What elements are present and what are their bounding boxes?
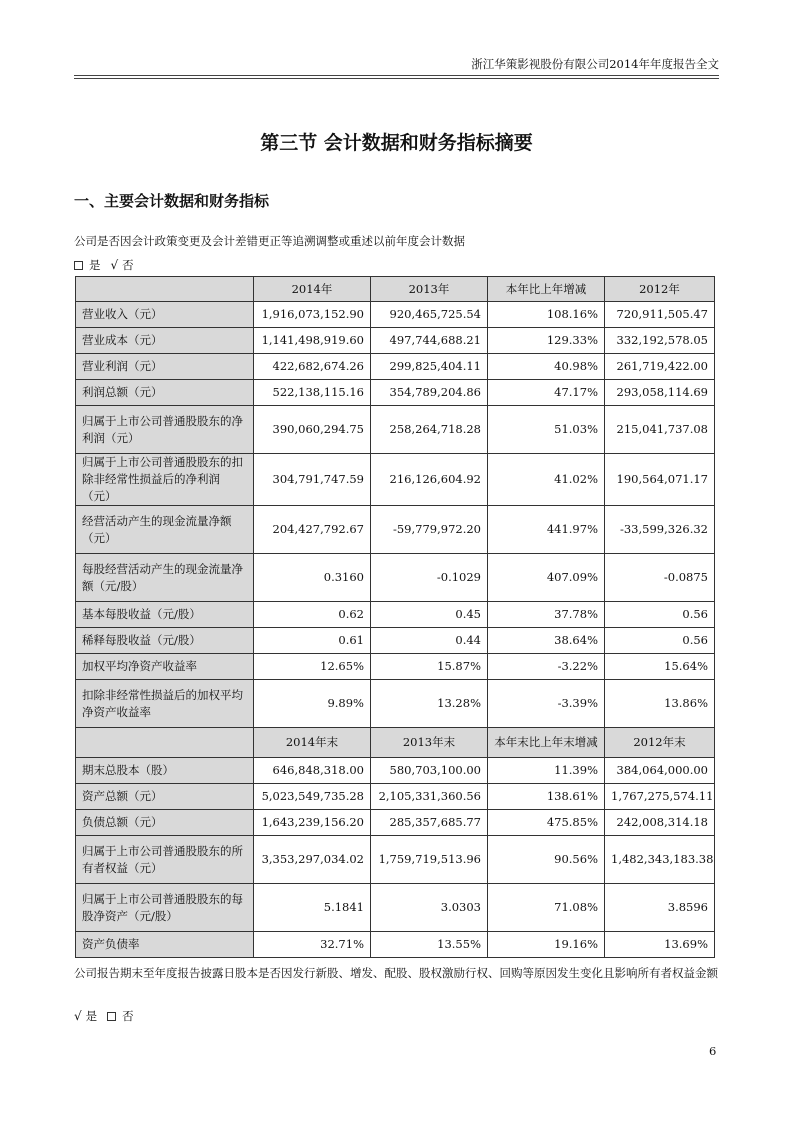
value-cell: 261,719,422.00	[605, 354, 715, 380]
header-cell	[76, 728, 254, 758]
option-no-label: 否	[122, 258, 134, 272]
value-cell: 3,353,297,034.02	[254, 836, 371, 884]
value-cell: 216,126,604.92	[371, 454, 488, 506]
value-cell: 522,138,115.16	[254, 380, 371, 406]
value-cell: 19.16%	[488, 932, 605, 958]
value-cell: 0.56	[605, 602, 715, 628]
value-cell: 920,465,725.54	[371, 302, 488, 328]
value-cell: -3.39%	[488, 680, 605, 728]
value-cell: 1,767,275,574.11	[605, 784, 715, 810]
row-label: 期末总股本（股）	[76, 758, 254, 784]
value-cell: -33,599,326.32	[605, 506, 715, 554]
value-cell: 0.61	[254, 628, 371, 654]
header-cell: 本年比上年增减	[488, 277, 605, 302]
table-row	[76, 602, 715, 628]
value-cell: 299,825,404.11	[371, 354, 488, 380]
row-label: 经营活动产生的现金流量净额（元）	[76, 506, 254, 554]
page-header	[74, 56, 719, 76]
value-cell: 138.61%	[488, 784, 605, 810]
row-label: 营业收入（元）	[76, 302, 254, 328]
value-cell: 15.64%	[605, 654, 715, 680]
row-label: 归属于上市公司普通股股东的扣除非经常性损益后的净利润（元）	[76, 454, 254, 506]
row-label: 负债总额（元）	[76, 810, 254, 836]
row-label: 归属于上市公司普通股股东的所有者权益（元）	[76, 836, 254, 884]
check-mark-icon: √	[74, 1009, 82, 1023]
unchecked-box-icon	[74, 261, 83, 270]
value-cell: 13.86%	[605, 680, 715, 728]
row-label: 归属于上市公司普通股股东的净利润（元）	[76, 406, 254, 454]
value-cell: 285,357,685.77	[371, 810, 488, 836]
value-cell: 9.89%	[254, 680, 371, 728]
table-row	[76, 836, 715, 884]
restatement-question: 公司是否因会计政策变更及会计差错更正等追溯调整或重述以前年度会计数据	[74, 234, 465, 248]
share-capital-change-question: 公司报告期末至年度报告披露日股本是否因发行新股、增发、配股、股权激励行权、回购等原因发生变化且影响所有者权益金额	[74, 966, 718, 980]
value-cell: 332,192,578.05	[605, 328, 715, 354]
value-cell: 646,848,318.00	[254, 758, 371, 784]
table-row	[76, 506, 715, 554]
unchecked-box-icon	[107, 1012, 116, 1021]
row-label: 归属于上市公司普通股股东的每股净资产（元/股）	[76, 884, 254, 932]
value-cell: 293,058,114.69	[605, 380, 715, 406]
row-label: 营业成本（元）	[76, 328, 254, 354]
header-cell: 2013年末	[371, 728, 488, 758]
value-cell: 354,789,204.86	[371, 380, 488, 406]
row-label: 基本每股收益（元/股）	[76, 602, 254, 628]
row-label: 资产总额（元）	[76, 784, 254, 810]
value-cell: 0.44	[371, 628, 488, 654]
table-row	[76, 810, 715, 836]
table-row	[76, 758, 715, 784]
value-cell: 720,911,505.47	[605, 302, 715, 328]
table-header-row	[76, 277, 715, 302]
value-cell: 5,023,549,735.28	[254, 784, 371, 810]
row-label: 加权平均净资产收益率	[76, 654, 254, 680]
row-label: 营业利润（元）	[76, 354, 254, 380]
value-cell: 108.16%	[488, 302, 605, 328]
page-number: 6	[709, 1044, 717, 1058]
value-cell: -3.22%	[488, 654, 605, 680]
value-cell: 0.62	[254, 602, 371, 628]
table-row	[76, 554, 715, 602]
value-cell: 12.65%	[254, 654, 371, 680]
value-cell: 1,916,073,152.90	[254, 302, 371, 328]
value-cell: 37.78%	[488, 602, 605, 628]
value-cell: 1,759,719,513.96	[371, 836, 488, 884]
value-cell: 475.85%	[488, 810, 605, 836]
value-cell: 90.56%	[488, 836, 605, 884]
row-label: 稀释每股收益（元/股）	[76, 628, 254, 654]
header-cell: 本年末比上年末增减	[488, 728, 605, 758]
table-row	[76, 406, 715, 454]
value-cell: -59,779,972.20	[371, 506, 488, 554]
table-row	[76, 784, 715, 810]
row-label: 利润总额（元）	[76, 380, 254, 406]
value-cell: 3.8596	[605, 884, 715, 932]
value-cell: 0.3160	[254, 554, 371, 602]
value-cell: 1,482,343,183.38	[605, 836, 715, 884]
section-title: 第三节 会计数据和财务指标摘要	[260, 132, 533, 154]
value-cell: 40.98%	[488, 354, 605, 380]
value-cell: 13.28%	[371, 680, 488, 728]
value-cell: 2,105,331,360.56	[371, 784, 488, 810]
table-row	[76, 454, 715, 506]
value-cell: 38.64%	[488, 628, 605, 654]
value-cell: 5.1841	[254, 884, 371, 932]
table-row	[76, 680, 715, 728]
value-cell: 190,564,071.17	[605, 454, 715, 506]
value-cell: -0.0875	[605, 554, 715, 602]
table-header-row	[76, 728, 715, 758]
table-row	[76, 654, 715, 680]
row-label: 资产负债率	[76, 932, 254, 958]
row-label: 每股经营活动产生的现金流量净额（元/股）	[76, 554, 254, 602]
row-label: 扣除非经常性损益后的加权平均净资产收益率	[76, 680, 254, 728]
value-cell: 497,744,688.21	[371, 328, 488, 354]
value-cell: 0.45	[371, 602, 488, 628]
table-row	[76, 328, 715, 354]
table-row	[76, 932, 715, 958]
page-header-text: 浙江华策影视股份有限公司2014年年度报告全文	[471, 57, 719, 71]
option-yes-label: 是	[85, 1009, 98, 1023]
value-cell: 258,264,718.28	[371, 406, 488, 454]
value-cell: 71.08%	[488, 884, 605, 932]
table-row	[76, 354, 715, 380]
value-cell: 13.55%	[371, 932, 488, 958]
value-cell: 242,008,314.18	[605, 810, 715, 836]
value-cell: 1,141,498,919.60	[254, 328, 371, 354]
header-cell: 2014年	[254, 277, 371, 302]
value-cell: 13.69%	[605, 932, 715, 958]
option-yes-label: 是	[89, 258, 101, 272]
value-cell: 41.02%	[488, 454, 605, 506]
value-cell: 204,427,792.67	[254, 506, 371, 554]
value-cell: 15.87%	[371, 654, 488, 680]
header-cell: 2014年末	[254, 728, 371, 758]
header-cell	[76, 277, 254, 302]
value-cell: 384,064,000.00	[605, 758, 715, 784]
value-cell: -0.1029	[371, 554, 488, 602]
header-cell: 2012年末	[605, 728, 715, 758]
table-row	[76, 628, 715, 654]
value-cell: 32.71%	[254, 932, 371, 958]
table-row	[76, 884, 715, 932]
value-cell: 11.39%	[488, 758, 605, 784]
table-row	[76, 302, 715, 328]
value-cell: 51.03%	[488, 406, 605, 454]
header-cell: 2013年	[371, 277, 488, 302]
option-no-label: 否	[122, 1009, 134, 1023]
value-cell: 407.09%	[488, 554, 605, 602]
subsection-heading: 一、主要会计数据和财务指标	[74, 192, 270, 210]
value-cell: 580,703,100.00	[371, 758, 488, 784]
share-capital-options	[74, 1008, 134, 1024]
financial-indicators-table	[75, 276, 715, 958]
value-cell: 441.97%	[488, 506, 605, 554]
value-cell: 304,791,747.59	[254, 454, 371, 506]
check-mark-icon: √	[110, 258, 119, 272]
value-cell: 422,682,674.26	[254, 354, 371, 380]
restatement-options	[74, 257, 134, 273]
value-cell: 47.17%	[488, 380, 605, 406]
value-cell: 0.56	[605, 628, 715, 654]
table-row	[76, 380, 715, 406]
header-cell: 2012年	[605, 277, 715, 302]
value-cell: 1,643,239,156.20	[254, 810, 371, 836]
value-cell: 129.33%	[488, 328, 605, 354]
value-cell: 3.0303	[371, 884, 488, 932]
value-cell: 390,060,294.75	[254, 406, 371, 454]
value-cell: 215,041,737.08	[605, 406, 715, 454]
